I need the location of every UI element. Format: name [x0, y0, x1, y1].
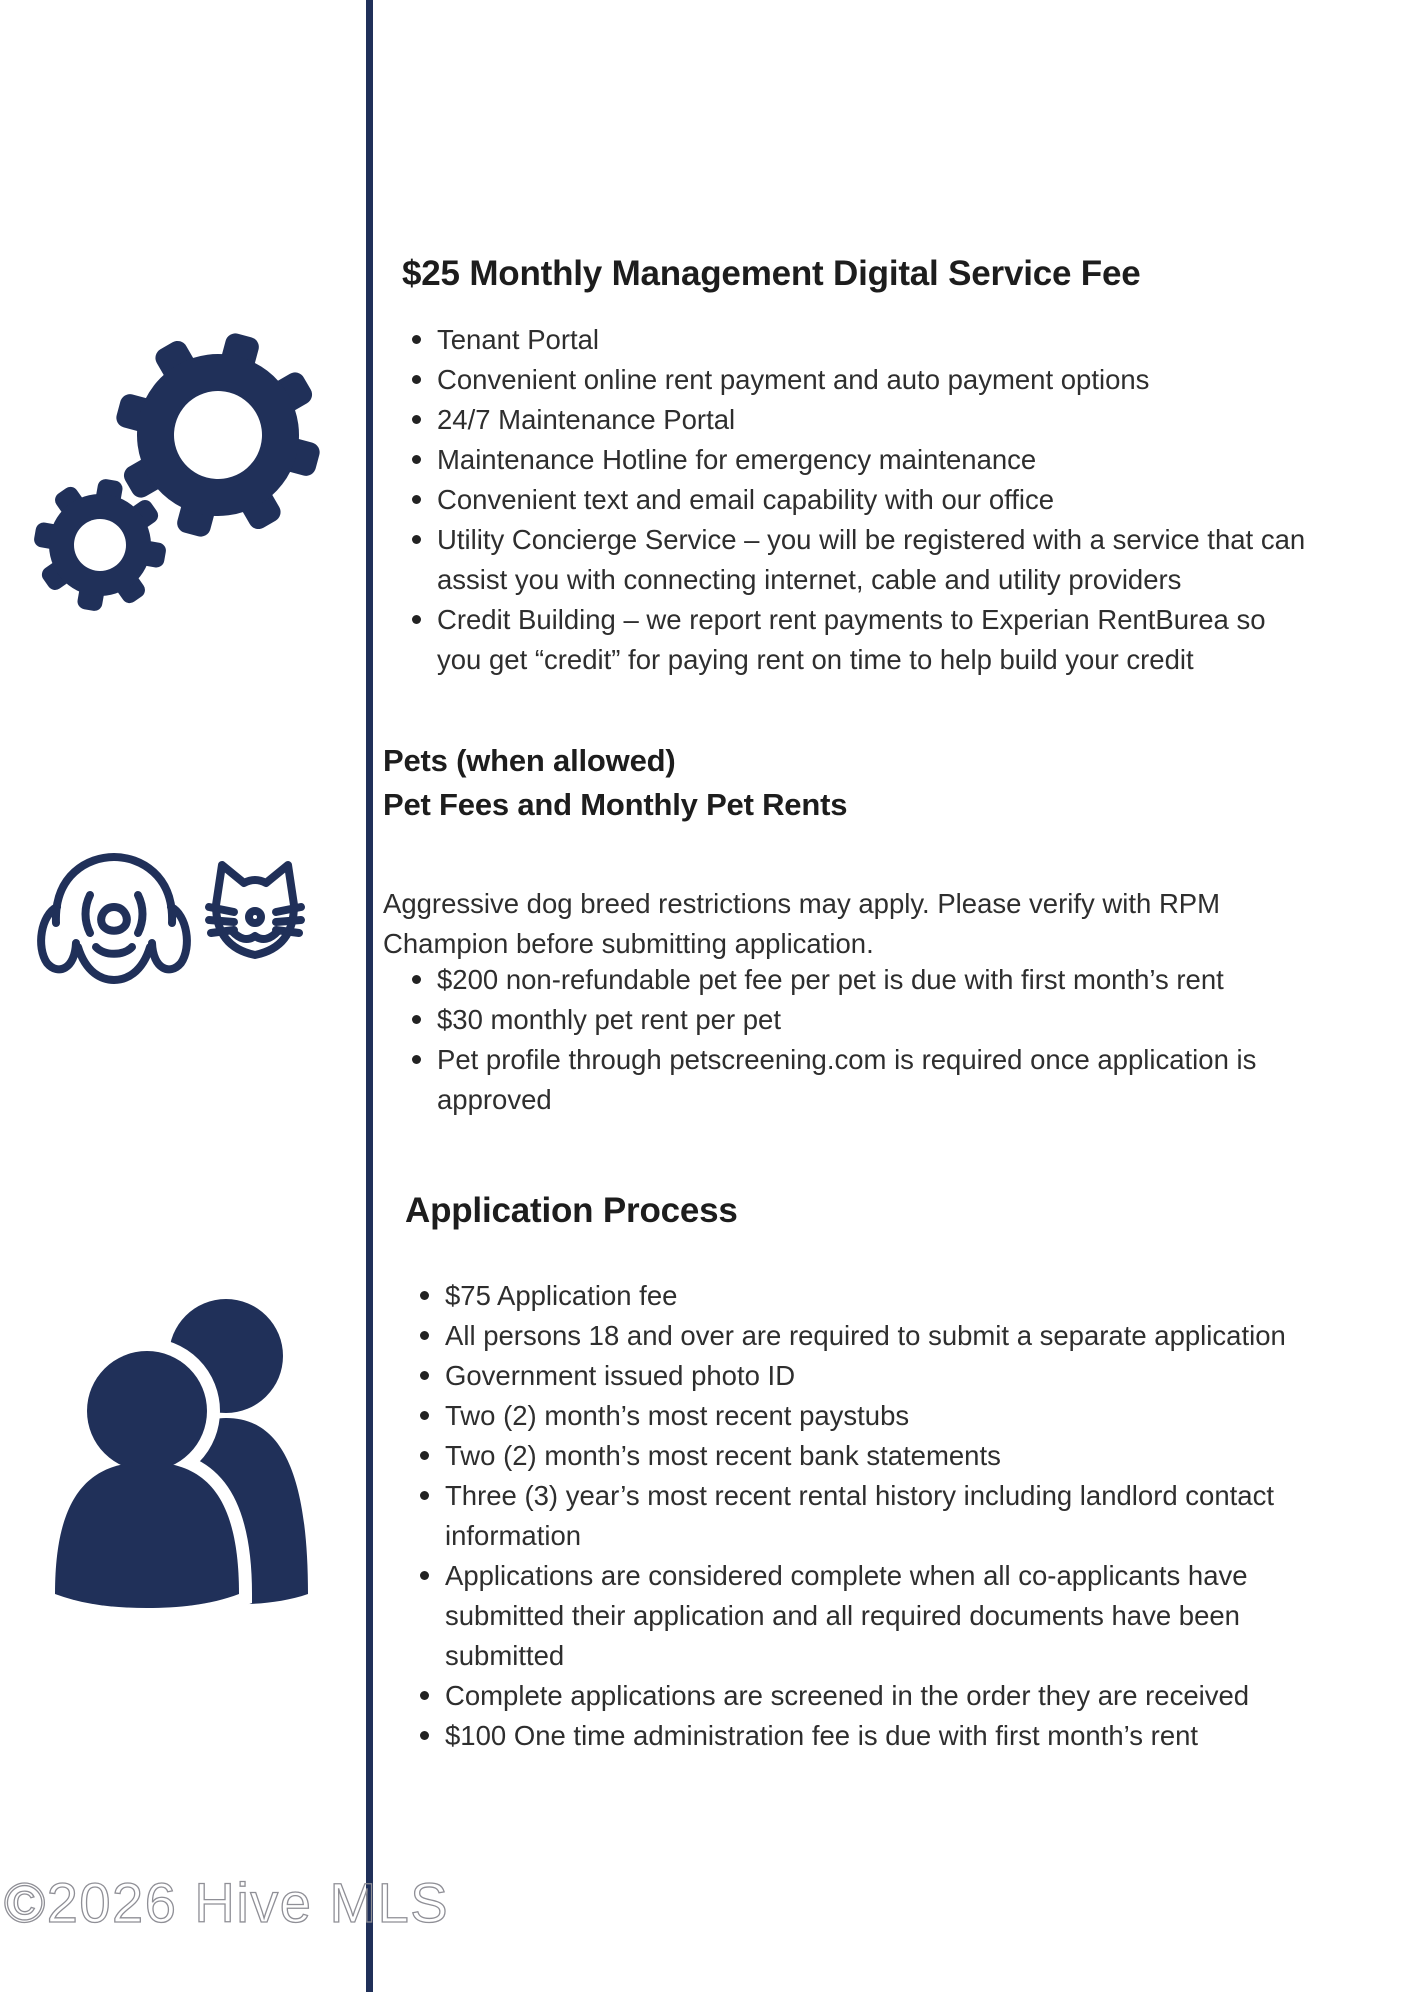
bullet-item: Government issued photo ID: [418, 1356, 1403, 1396]
application-bullet-list: [418, 1276, 1403, 1756]
bullet-item: Complete applications are screened in the order they are received: [418, 1676, 1403, 1716]
two-people-icon: [30, 1278, 314, 1610]
gears-icon: [28, 325, 320, 617]
bullet-item: Two (2) month’s most recent paystubs: [418, 1396, 1403, 1436]
bullet-item: Tenant Portal: [410, 320, 1395, 360]
bullet-item: $100 One time administration fee is due with first month’s rent: [418, 1716, 1403, 1756]
dog-and-cat-icon: [26, 843, 308, 991]
bullet-item: Applications are considered complete when all co-applicants have submitted their application and all required documents have been submitted: [418, 1556, 1403, 1676]
pets-bullet-list: [410, 960, 1405, 1120]
bullet-item: $200 non-refundable pet fee per pet is due with first month’s rent: [410, 960, 1405, 1000]
dog-icon: [41, 857, 187, 980]
bullet-item: $30 monthly pet rent per pet: [410, 1000, 1405, 1040]
pets-section-heading-line1: Pets (when allowed): [383, 743, 676, 778]
management-bullet-list: [410, 320, 1395, 680]
bullet-item: All persons 18 and over are required to submit a separate application: [418, 1316, 1403, 1356]
application-section-heading: Application Process: [405, 1191, 738, 1230]
pets-intro-paragraph: Aggressive dog breed restrictions may apply. Please verify with RPM Champion before submitting application.: [383, 888, 1221, 959]
management-section-heading: $25 Monthly Management Digital Service Fee: [402, 254, 1141, 293]
bullet-item: Two (2) month’s most recent bank statements: [418, 1436, 1403, 1476]
front-person: [55, 1351, 239, 1608]
bullet-item: Three (3) year’s most recent rental history including landlord contact information: [418, 1476, 1403, 1556]
bullet-item: $75 Application fee: [418, 1276, 1403, 1316]
vertical-divider: [366, 0, 373, 1992]
bullet-item: Pet profile through petscreening.com is required once application is approved: [410, 1040, 1405, 1120]
bullet-item: Maintenance Hotline for emergency maintenance: [410, 440, 1395, 480]
bullet-item: Utility Concierge Service – you will be registered with a service that can assist you with connecting internet, cable and utility providers: [410, 520, 1395, 600]
bullet-item: Convenient online rent payment and auto payment options: [410, 360, 1395, 400]
mls-watermark: ©2026 Hive MLS: [4, 1871, 450, 1934]
cat-icon: [209, 865, 301, 955]
bullet-item: 24/7 Maintenance Portal: [410, 400, 1395, 440]
bullet-item: Credit Building – we report rent payments to Experian RentBurea so you get “credit” for paying rent on time to help build your credit: [410, 600, 1395, 680]
pets-section-heading-line2: Pet Fees and Monthly Pet Rents: [383, 787, 848, 822]
bullet-item: Convenient text and email capability with our office: [410, 480, 1395, 520]
